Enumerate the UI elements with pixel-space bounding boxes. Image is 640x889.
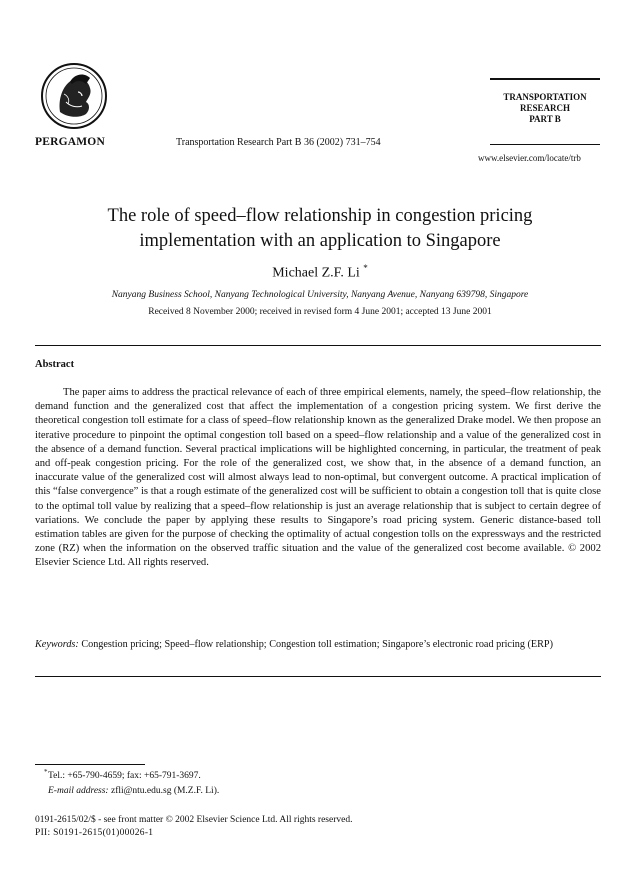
keywords-text: Congestion pricing; Speed–flow relationship; Congestion toll estimation; Singapore’s electronic road pricing (ERP) bbox=[81, 639, 553, 650]
author-affiliation: Nanyang Business School, Nanyang Technological University, Nanyang Avenue, Nanyang 639798, Singapore bbox=[111, 290, 529, 300]
footnote-contact: Tel.: +65-790-4659; fax: +65-791-3697. bbox=[48, 771, 201, 781]
abstract-rule-bottom bbox=[35, 676, 601, 677]
footnote-email-label: E-mail address: bbox=[48, 786, 109, 796]
abstract-rule-top bbox=[35, 345, 601, 346]
journal-url-link[interactable]: www.elsevier.com/locate/trb bbox=[478, 153, 581, 163]
pergamon-athena-head-icon bbox=[40, 62, 108, 130]
footnote-email bbox=[48, 786, 219, 796]
footnote-mark: * bbox=[44, 768, 48, 776]
journal-citation: Transportation Research Part B 36 (2002) 731–754 bbox=[176, 137, 381, 148]
keywords-label: Keywords: bbox=[35, 639, 79, 650]
journal-name bbox=[495, 92, 595, 125]
received-dates: Received 8 November 2000; received in revised form 4 June 2001; accepted 13 June 2001 bbox=[148, 307, 492, 317]
author-name bbox=[20, 263, 620, 282]
footnote-rule bbox=[35, 764, 145, 765]
copyright-frontmatter: 0191-2615/02/$ - see front matter © 2002 Elsevier Science Ltd. All rights reserved. bbox=[35, 815, 353, 825]
journal-rule-top bbox=[490, 78, 600, 80]
pii-identifier: PII: S0191-2615(01)00026-1 bbox=[35, 828, 154, 838]
article-title-line: implementation with an application to Singapore bbox=[139, 231, 501, 251]
publisher-name: PERGAMON bbox=[35, 136, 105, 148]
journal-name-line: TRANSPORTATION bbox=[503, 92, 587, 102]
author-name-text: Michael Z.F. Li bbox=[272, 265, 360, 281]
article-title-line: The role of speed–flow relationship in congestion pricing bbox=[107, 206, 533, 226]
abstract-text: The paper aims to address the practical relevance of each of three empirical elements, namely, the speed–flow relationship, the demand function and the generalized cost that affect the implementation of a congestion pricing system. We first derive the theoretical congestion toll estimate for a class of speed–flow relationship known as the generalized Drake model. We then propose an iterative procedure to pinpoint the optimal congestion toll based on a speed–flow relationship and a value of the generalized cost in the absence of a demand function. Several practical implications will be highlighted concerning, in particular, the treatment of peak and off-peak congestion pricing. For the role of the generalized cost, we show that, in the absence of a demand function, an inaccurate value of the generalized cost will almost always lead to non-optimal, but convergent outcome. A practical implication of this “false convergence” is that a rough estimate of the generalized cost will be sufficient to obtain a congestion toll that is quite close to the optimal toll value by realizing that a speed–flow relationship is just an average relationship that is subject to certain degree of variations. We conclude the paper by applying these results to Singapore’s road pricing system. Generic distance-based toll estimation tables are given for the purpose of checking the optimality of actual congestion tolls on the expressways and the restricted zone (RZ) when the information on the observed traffic situation and the value of the generalized cost become available. © 2002 Elsevier Science Ltd. All rights reserved. bbox=[35, 387, 601, 569]
keywords bbox=[35, 638, 601, 652]
author-footnote-mark[interactable]: * bbox=[363, 263, 368, 273]
journal-name-line: PART B bbox=[529, 114, 561, 124]
footnote-email-value[interactable]: zfli@ntu.edu.sg (M.Z.F. Li). bbox=[110, 786, 220, 796]
journal-name-line: RESEARCH bbox=[519, 103, 570, 113]
journal-rule-bottom bbox=[490, 144, 600, 145]
article-title bbox=[20, 204, 620, 254]
abstract-heading: Abstract bbox=[35, 359, 75, 370]
